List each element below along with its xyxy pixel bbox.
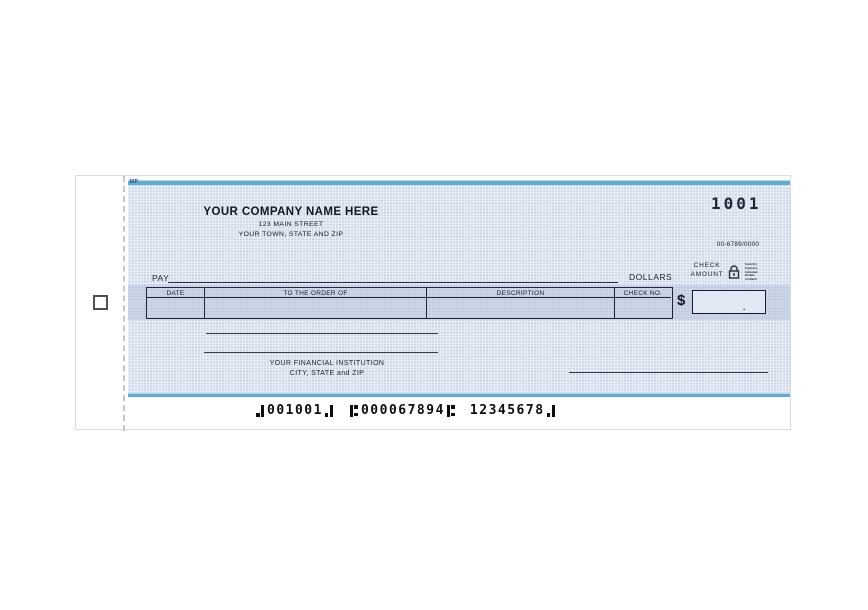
column-header-check-no: CHECK NO. bbox=[615, 288, 671, 298]
check-detail-table bbox=[146, 287, 673, 319]
pay-writing-line bbox=[168, 282, 618, 283]
column-date bbox=[147, 288, 205, 318]
bank-block bbox=[227, 360, 427, 377]
company-address-line2: YOUR TOWN, STATE AND ZIP bbox=[238, 231, 344, 238]
blank-line-1 bbox=[206, 333, 438, 334]
company-address-line1: 123 MAIN STREET bbox=[258, 221, 324, 228]
pay-label: PAY bbox=[152, 273, 170, 283]
micr-check-number: 001001 bbox=[267, 403, 323, 418]
micr-onus-icon bbox=[547, 405, 556, 417]
column-header-date: DATE bbox=[147, 288, 204, 298]
micr-account-number: 12345678 bbox=[469, 403, 545, 418]
stub-checkbox[interactable] bbox=[93, 295, 108, 310]
security-note-line: on Back bbox=[745, 277, 757, 282]
security-note-line: Security bbox=[745, 262, 757, 266]
description-cell[interactable] bbox=[427, 298, 614, 317]
dollar-sign: $ bbox=[677, 292, 686, 309]
micr-transit-icon bbox=[350, 405, 359, 417]
security-note-line: Included bbox=[745, 269, 758, 274]
check-amount-label-line1: CHECK bbox=[693, 262, 721, 269]
routing-fraction: 00-6789/0000 bbox=[716, 241, 760, 248]
column-to-the-order-of bbox=[205, 288, 427, 318]
payee-cell[interactable] bbox=[205, 298, 426, 317]
column-description bbox=[427, 288, 615, 318]
company-name: YOUR COMPANY NAME HERE bbox=[203, 206, 379, 218]
company-block bbox=[166, 206, 416, 238]
micr-routing-number: 000067894 bbox=[360, 403, 445, 418]
check-no-cell[interactable] bbox=[615, 298, 671, 317]
security-note-line: Details bbox=[745, 273, 755, 278]
check-amount-label-line2: AMOUNT bbox=[690, 271, 724, 278]
bank-name: YOUR FINANCIAL INSTITUTION bbox=[269, 360, 385, 367]
dollars-label: DOLLARS bbox=[629, 272, 673, 282]
security-note-line: Features bbox=[745, 265, 758, 270]
micr-onus-icon bbox=[256, 405, 265, 417]
column-header-description: DESCRIPTION bbox=[427, 288, 614, 298]
blank-line-2 bbox=[204, 352, 438, 353]
signature-line bbox=[569, 372, 768, 373]
amount-box[interactable] bbox=[692, 290, 766, 314]
microprint-mark: MP bbox=[130, 179, 139, 185]
perforation-line bbox=[123, 176, 125, 431]
top-border-bar bbox=[128, 180, 790, 185]
micr-line bbox=[254, 403, 558, 418]
check-sheet bbox=[75, 175, 791, 430]
bank-address: CITY, STATE and ZIP bbox=[289, 369, 365, 377]
column-header-to-the-order-of: TO THE ORDER OF bbox=[205, 288, 426, 298]
date-cell[interactable] bbox=[147, 298, 204, 317]
micr-transit-icon bbox=[447, 405, 456, 417]
security-note bbox=[745, 263, 765, 282]
security-lock-icon bbox=[728, 265, 740, 284]
check-body bbox=[128, 180, 790, 397]
micr-onus-icon bbox=[325, 405, 334, 417]
bottom-border-bar bbox=[128, 393, 790, 397]
column-check-no bbox=[615, 288, 671, 318]
amount-decimal-point: . bbox=[743, 303, 746, 312]
check-number: 1001 bbox=[711, 194, 762, 213]
